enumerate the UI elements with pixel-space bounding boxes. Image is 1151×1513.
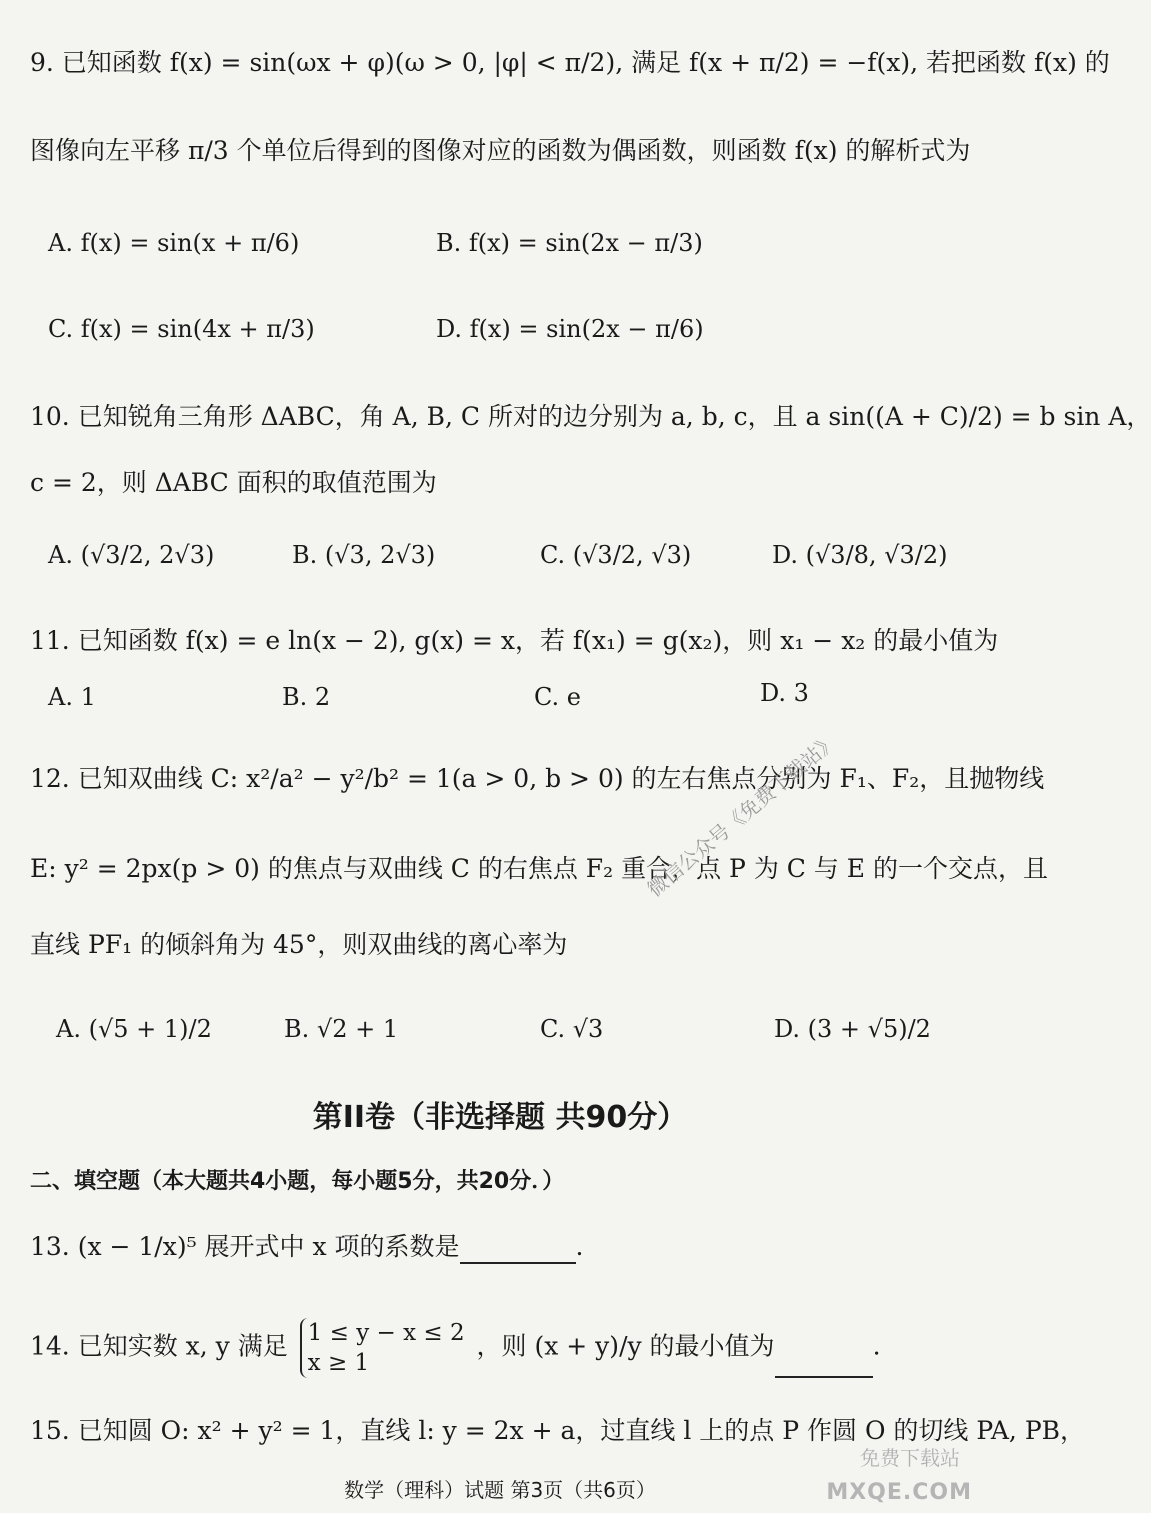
q11-option-b: B. 2 bbox=[282, 683, 331, 711]
q10-option-a: A. (√3/2, 2√3) bbox=[48, 541, 215, 569]
q12-line1: 12. 已知双曲线 C: x²/a² − y²/b² = 1(a > 0, b > 0) 的左右焦点分别为 F₁、F₂，且抛物线 bbox=[30, 764, 1045, 793]
q14-text-pre: 14. 已知实数 x, y 满足 bbox=[30, 1331, 288, 1361]
q12-option-c: C. √3 bbox=[540, 1015, 604, 1043]
q9-option-d: D. f(x) = sin(2x − π/6) bbox=[436, 315, 704, 343]
q10-option-b: B. (√3, 2√3) bbox=[292, 541, 436, 569]
q10-line1: 10. 已知锐角三角形 ΔABC，角 A, B, C 所对的边分别为 a, b, c，且 a sin((A + C)/2) = b sin A， bbox=[30, 402, 1151, 431]
q12-line2: E: y² = 2px(p > 0) 的焦点与双曲线 C 的右焦点 F₂ 重合，点 P 为 C 与 E 的一个交点，且 bbox=[30, 854, 1048, 883]
q10-option-d: D. (√3/8, √3/2) bbox=[772, 541, 948, 569]
q12-option-a: A. (√5 + 1)/2 bbox=[56, 1015, 212, 1043]
q9-option-c: C. f(x) = sin(4x + π/3) bbox=[48, 315, 315, 343]
q14-constraint-2: x ≥ 1 bbox=[307, 1350, 370, 1376]
q14-text-post: ，则 (x + y)/y 的最小值为 bbox=[476, 1331, 775, 1361]
q13-line bbox=[30, 1228, 980, 1264]
q11-option-a: A. 1 bbox=[48, 683, 96, 711]
watermark-text: 微信公众号《免费下载站》 bbox=[642, 728, 842, 902]
page-footer: 数学（理科）试题 第3页（共6页） bbox=[344, 1478, 656, 1502]
q14-answer-blank[interactable] bbox=[775, 1342, 873, 1378]
q10-line2: c = 2，则 ΔABC 面积的取值范围为 bbox=[30, 468, 437, 497]
q12-option-b: B. √2 + 1 bbox=[284, 1015, 399, 1043]
q11-option-d: D. 3 bbox=[760, 679, 809, 707]
q14-period: . bbox=[872, 1331, 881, 1361]
q9-option-b: B. f(x) = sin(2x − π/3) bbox=[436, 229, 703, 257]
q14-constraint-system bbox=[300, 1318, 465, 1378]
site-logo-label: 免费下载站 bbox=[860, 1446, 960, 1470]
q10-option-c: C. (√3/2, √3) bbox=[540, 541, 692, 569]
section-title: 第II卷（非选择题 共90分） bbox=[312, 1100, 688, 1135]
site-logo: MXQE.COM bbox=[826, 1480, 972, 1505]
q13-answer-blank[interactable] bbox=[460, 1228, 576, 1264]
q11-line1: 11. 已知函数 f(x) = e ln(x − 2), g(x) = x，若 f(x₁) = g(x₂)，则 x₁ − x₂ 的最小值为 bbox=[30, 626, 999, 655]
q13-period: . bbox=[575, 1232, 584, 1261]
q15-line: 15. 已知圆 O: x² + y² = 1，直线 l: y = 2x + a，过直线 l 上的点 P 作圆 O 的切线 PA, PB， bbox=[30, 1416, 1086, 1445]
q9-line1: 9. 已知函数 f(x) = sin(ωx + φ)(ω > 0, |φ| < π/2), 满足 f(x + π/2) = −f(x), 若把函数 f(x) 的 bbox=[30, 48, 1110, 77]
q14-line bbox=[30, 1318, 980, 1388]
section-subtitle: 二、填空题（本大题共4小题，每小题5分，共20分．） bbox=[30, 1169, 565, 1194]
q14-constraint-1: 1 ≤ y − x ≤ 2 bbox=[307, 1320, 465, 1346]
q9-line2: 图像向左平移 π/3 个单位后得到的图像对应的函数为偶函数，则函数 f(x) 的解析式为 bbox=[30, 136, 971, 165]
q9-option-a: A. f(x) = sin(x + π/6) bbox=[48, 229, 300, 257]
q12-line3: 直线 PF₁ 的倾斜角为 45°，则双曲线的离心率为 bbox=[30, 930, 568, 959]
q12-option-d: D. (3 + √5)/2 bbox=[774, 1015, 931, 1043]
q13-text: 13. (x − 1/x)⁵ 展开式中 x 项的系数是 bbox=[30, 1232, 460, 1261]
q11-option-c: C. e bbox=[534, 683, 581, 711]
